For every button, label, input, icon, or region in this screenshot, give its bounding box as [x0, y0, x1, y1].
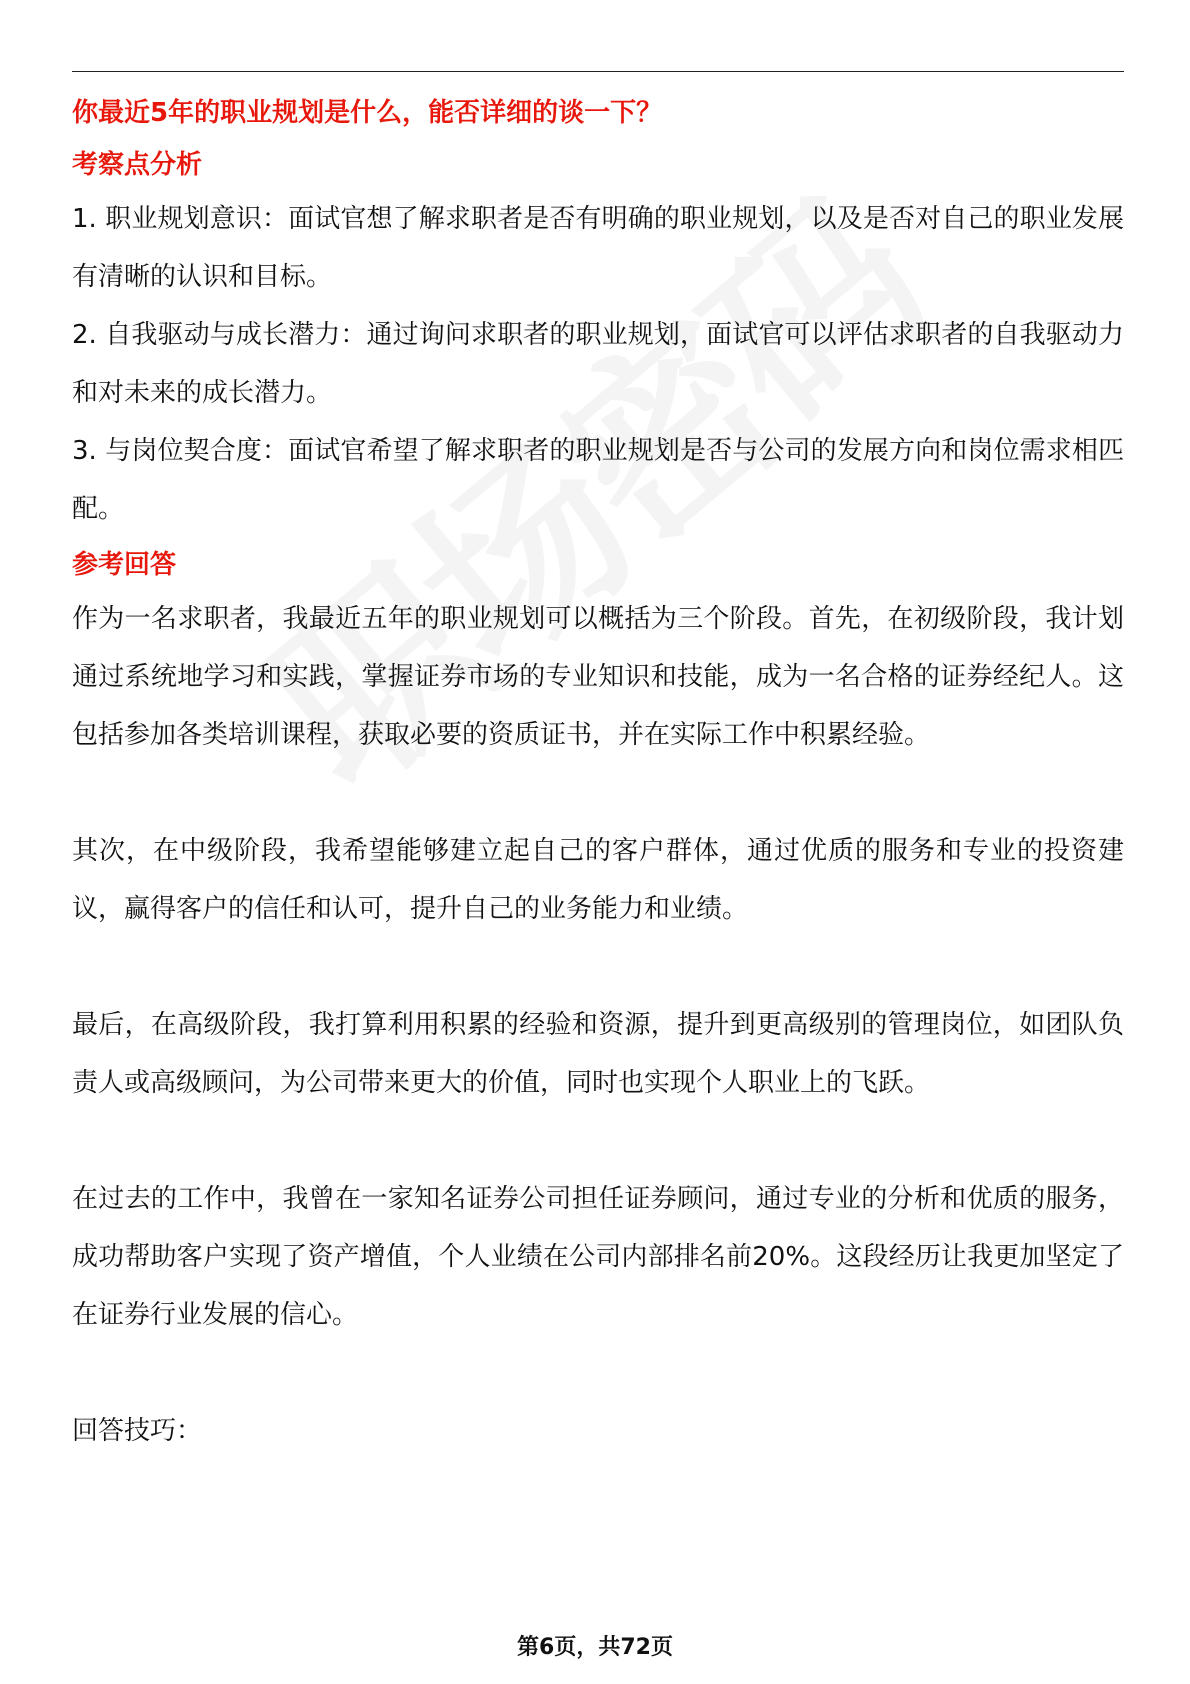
analysis-point: 2. 自我驱动与成长潜力：通过询问求职者的职业规划，面试官可以评估求职者的自我驱动力和对未来的成长潜力。 [72, 320, 1124, 408]
answer-paragraph: 作为一名求职者，我最近五年的职业规划可以概括为三个阶段。首先，在初级阶段，我计划通过系统地学习和实践，掌握证券市场的专业知识和技能，成为一名合格的证券经纪人。这包括参加各类培训课程，获取必要的资质证书，并在实际工作中积累经验。 [72, 604, 1124, 750]
analysis-point: 1. 职业规划意识：面试官想了解求职者是否有明确的职业规划，以及是否对自己的职业发展有清晰的认识和目标。 [72, 204, 1124, 292]
analysis-point: 3. 与岗位契合度：面试官希望了解求职者的职业规划是否与公司的发展方向和岗位需求相匹配。 [72, 436, 1124, 524]
answer-tips-label: 回答技巧： [72, 1416, 203, 1446]
page-content [72, 88, 1124, 1460]
header-divider [72, 71, 1124, 72]
answer-heading: 参考回答 [72, 550, 177, 580]
page-indicator: 第6页，共72页 [517, 1635, 673, 1660]
analysis-heading: 考察点分析 [72, 150, 203, 180]
answer-paragraph: 最后，在高级阶段，我打算利用积累的经验和资源，提升到更高级别的管理岗位，如团队负责人或高级顾问，为公司带来更大的价值，同时也实现个人职业上的飞跃。 [72, 1010, 1124, 1098]
question-title: 你最近5年的职业规划是什么，能否详细的谈一下？ [72, 98, 663, 128]
answer-paragraph: 其次，在中级阶段，我希望能够建立起自己的客户群体，通过优质的服务和专业的投资建议，赢得客户的信任和认可，提升自己的业务能力和业绩。 [72, 836, 1124, 924]
answer-paragraph: 在过去的工作中，我曾在一家知名证券公司担任证券顾问，通过专业的分析和优质的服务，成功帮助客户实现了资产增值，个人业绩在公司内部排名前20%。这段经历让我更加坚定了在证券行业发展的信心。 [72, 1184, 1124, 1330]
